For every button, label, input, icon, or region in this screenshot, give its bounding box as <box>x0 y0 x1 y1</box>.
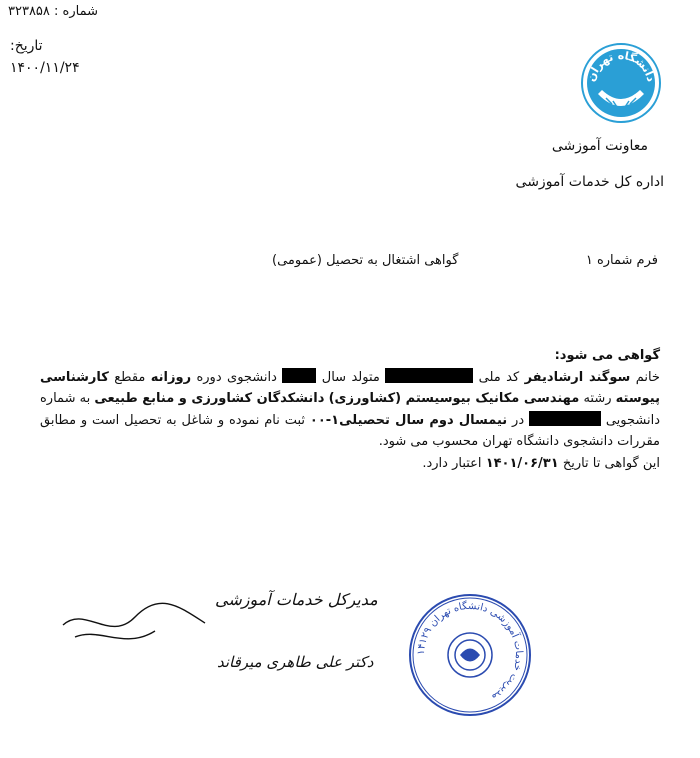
text-major: رشته <box>583 391 612 406</box>
student-name: سوگند ارشادیفر <box>524 369 631 385</box>
faculty: دانشکدگان کشاورزی و منابع طبیعی <box>94 391 325 406</box>
form-number: فرم شماره ۱ <box>585 253 658 268</box>
body-paragraph <box>40 367 660 453</box>
text-enrolled: ثبت نام نموده و شاغل به تحصیل است و مطابق مقررات دانشجوی دانشگاه تهران محسوب می شود. <box>40 412 660 449</box>
text-national-id: کد ملی <box>478 369 520 385</box>
date-value: ۱۴۰۰/۱۱/۲۴ <box>10 60 80 76</box>
text-course: دانشجوی دوره <box>196 369 277 385</box>
text-valid-until: این گواهی تا تاریخ <box>562 455 660 471</box>
validity-line <box>40 453 660 475</box>
university-logo <box>580 42 662 124</box>
letter-number: شماره : ۳۲۳۸۵۸ <box>8 4 99 19</box>
course-type: روزانه <box>150 369 192 385</box>
certificate-body <box>40 345 660 474</box>
semester: نیمسال دوم سال تحصیلی۱-۰۰ <box>309 412 508 428</box>
certificate-heading: گواهی می شود: <box>554 348 660 363</box>
text-in: در <box>512 412 525 428</box>
logo-text: دانشگاه تهران <box>584 48 658 84</box>
signature <box>55 565 378 685</box>
stamp-text: مدیریت خدمات آموزشی دانشگاه تهران ۱۴۱۲۹ <box>415 600 525 703</box>
major: مهندسی مکانیک بیوسیستم (کشاورزی) <box>328 391 580 406</box>
deputy-title: معاونت آموزشی <box>551 138 648 154</box>
valid-date: ۱۴۰۱/۰۶/۳۱ <box>485 455 559 471</box>
redacted-student-number <box>529 411 601 426</box>
redacted-birth-year <box>282 368 316 383</box>
text-degree: مقطع <box>114 369 146 385</box>
text-born: متولد سال <box>321 369 380 385</box>
office-title: اداره کل خدمات آموزشی <box>515 174 664 190</box>
signature-name: دکتر علی طاهری میرقاند <box>217 653 374 671</box>
text-valid: اعتبار دارد. <box>422 455 482 471</box>
date-label: تاریخ: <box>10 38 43 54</box>
degree: کارشناسی پیوسته <box>40 369 660 406</box>
official-stamp <box>405 590 535 720</box>
redacted-national-id <box>385 368 473 383</box>
signature-title: مدیرکل خدمات آموزشی <box>215 590 378 609</box>
form-title: گواهی اشتغال به تحصیل (عمومی) <box>272 253 459 268</box>
text-title: خانم <box>635 369 660 385</box>
text-student-number: به شماره دانشجویی <box>40 391 661 428</box>
